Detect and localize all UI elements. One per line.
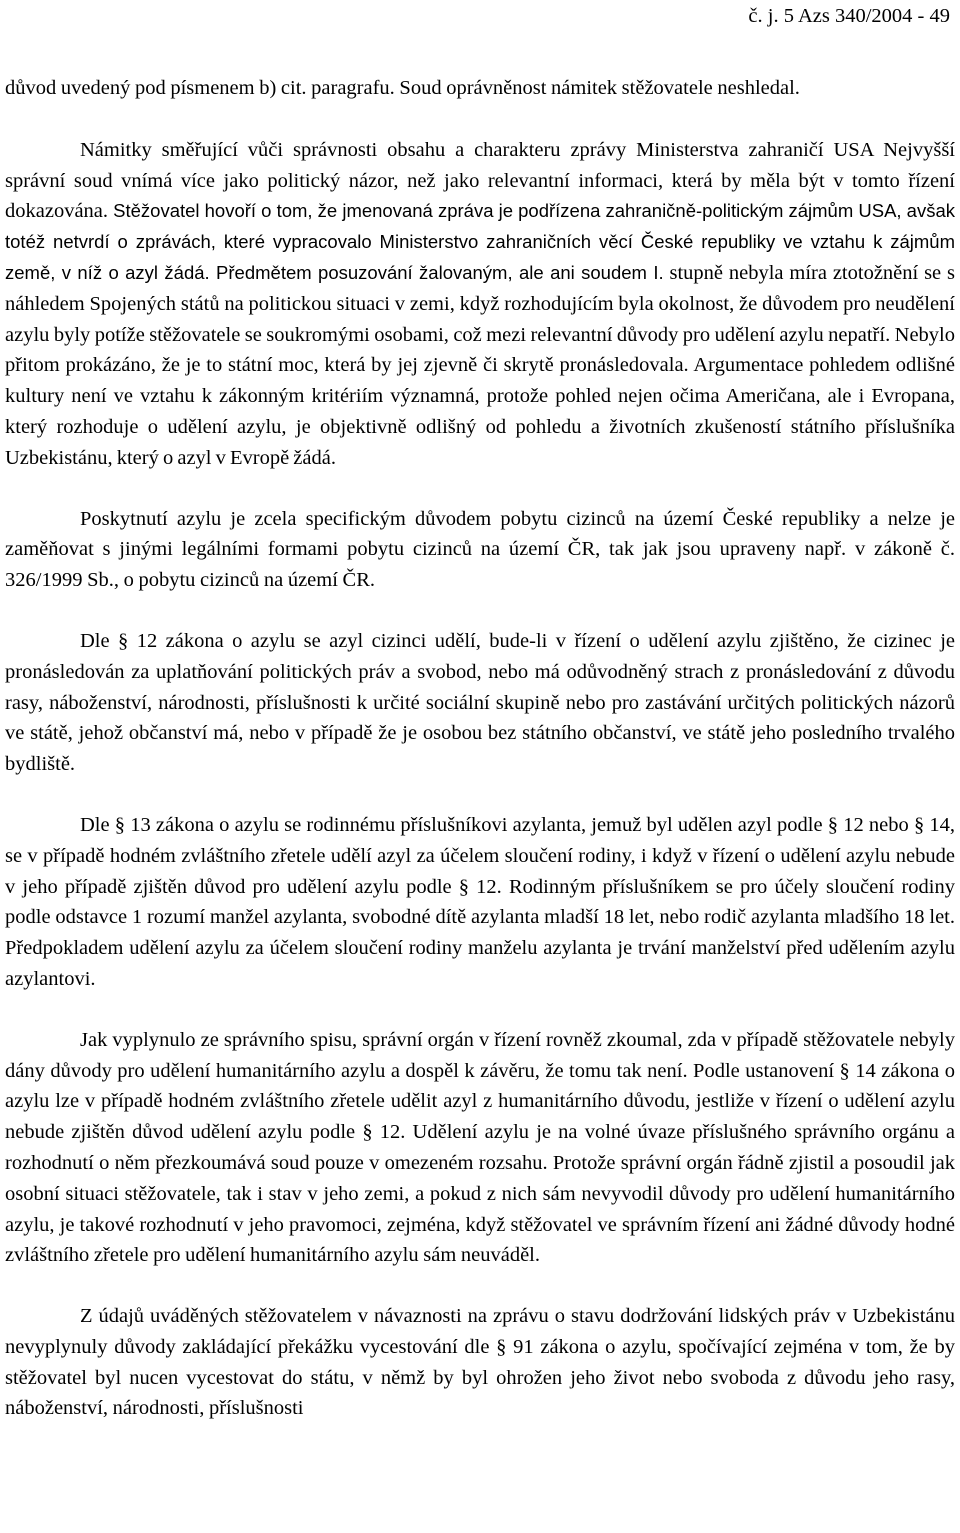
paragraph-section-91-obstacle: Z údajů uváděných stěžovatelem v návaznosti na zprávu o stavu dodržování lidských práv v Uzbekistánu nevyplynuly důvody zakládající překážku vycestování dle § 91 zákona o azylu, spočívající zejména v tom, že by stěžovatel byl nucen vycestovat do státu, v němž by byl ohrožen jeho život nebo svoboda z důvodu jeho rasy, náboženství, národnosti, příslušnosti bbox=[5, 1305, 955, 1420]
paragraph-section-13: Dle § 13 zákona o azylu se rodinnému příslušníkovi azylanta, jemuž byl udělen azyl podle § 12 nebo § 14, se v případě hodném zvláštního zřetele udělí azyl za účelem sloučení rodiny, i když v řízení o udělení azylu nebude v jeho případě zjištěn důvod pro udělení azylu podle § 12. Rodinným příslušníkem se pro účely sloučení rodiny podle odstavce 1 rozumí manžel azylanta, svobodné dítě azylanta mladší 18 let, nebo rodič azylanta mladšího 18 let. Předpokladem udělení azylu za účelem sloučení rodiny manželu azylanta je trvání manželství před udělením azylu azylantovi. bbox=[5, 813, 955, 990]
document-body bbox=[5, 73, 955, 1424]
paragraph-conclusion-continuation: důvod uvedený pod písmenem b) cit. paragrafu. Soud oprávněnost námitek stěžovatele neshledal. bbox=[5, 77, 800, 99]
paragraph-segment-serif-start: Námitky směřující vůči správnosti obsahu a charakteru zprávy Ministerstva zahraničí USA Nejvyšší správní soud vnímá více jako politický názor, než jako relevantní informaci, která by měla být v tomto řízení dokazována. bbox=[5, 138, 955, 223]
case-number-header: č. j. 5 Azs 340/2004 - 49 bbox=[748, 5, 950, 27]
paragraph-section-12: Dle § 12 zákona o azylu se azyl cizinci udělí, bude-li v řízení o udělení azylu zjištěno, že cizinec je pronásledován za uplatňování politických práv a svobod, nebo má odůvodněný strach z pronásledování z důvodu rasy, náboženství, národnosti, příslušnosti k určité sociální skupině nebo pro zastávání určitých politických názorů ve státě, jehož občanství má, nebo v případě že je osobou bez státního občanství, ve státě jeho posledního trvalého bydliště. bbox=[5, 629, 955, 776]
paragraph-us-report-objections bbox=[5, 135, 955, 474]
paragraph-segment-serif-end: stupně nebyla míra ztotožnění se s náhledem Spojených států na politickou situaci v zemi, když rozhodujícím byla okolnost, že důvodem pro neudělení azylu byly potíže stěžovatele se soukromými osobami, což mezi relevantní důvody pro udělení azylu nepatří. Nebylo přitom prokázáno, že je to státní moc, která by jej zjevně či skrytě pronásledovala. Argumentace pohledem odlišné kultury není ve vztahu k zákonným kritériím významná, protože pohled nejen očima Američana, ale i Evropana, který rozhoduje o udělení azylu, je objektivně odlišný od pohledu a životních zkušeností státního příslušníka Uzbekistánu, který o azyl v Evropě žádá. bbox=[5, 261, 955, 469]
paragraph-segment-sans: Stěžovatel hovoří o tom, že jmenovaná zpráva je podřízena zahraničně-politickým zájmům USA, avšak totéž netvrdí o zprávách, které vypracovalo Ministerstvo zahraničních věcí České republiky ve vztahu k zájmům země, v níž o azyl žádá. Předmětem posuzování žalovaným, ale ani soudem I. bbox=[5, 200, 955, 283]
paragraph-spacer bbox=[5, 995, 955, 1025]
paragraph-spacer bbox=[5, 1271, 955, 1301]
paragraph-spacer bbox=[5, 596, 955, 626]
paragraph-spacer bbox=[5, 104, 955, 135]
paragraph-asylum-specific-residence: Poskytnutí azylu je zcela specifickým důvodem pobytu cizinců na území České republiky a nelze je zaměňovat s jinými legálními formami pobytu cizinců na území ČR, tak jak jsou upraveny např. v zákoně č. 326/1999 Sb., o pobytu cizinců na území ČR. bbox=[5, 507, 955, 592]
paragraph-spacer bbox=[5, 474, 955, 504]
paragraph-humanitarian-asylum: Jak vyplynulo ze správního spisu, správní orgán v řízení rovněž zkoumal, zda v případě stěžovatele nebyly dány důvody pro udělení humanitárního azylu a dospěl k závěru, že tomu tak není. Podle ustanovení § 14 zákona o azylu lze v případě hodném zvláštního zřetele udělit azyl z humanitárního důvodu, jestliže v řízení o udělení azylu nebude zjištěn důvod udělení azylu podle § 12. Udělení azylu je na volné úvaze příslušného správního orgánu a rozhodnutí o něm přezkoumává soud pouze v omezeném rozsahu. Protože správní orgán řádně zjistil a posoudil jak osobní situaci stěžovatele, tak i stav v jeho zemi, a pokud z nich sám nevyvodil důvody pro udělení humanitárního azylu, je takové rozhodnutí v jeho pravomoci, zejména, když stěžovatel ve správním řízení ani žádné důvody hodné zvláštního zřetele pro udělení humanitárního azylu sám neuváděl. bbox=[5, 1028, 955, 1267]
paragraph-spacer bbox=[5, 780, 955, 810]
